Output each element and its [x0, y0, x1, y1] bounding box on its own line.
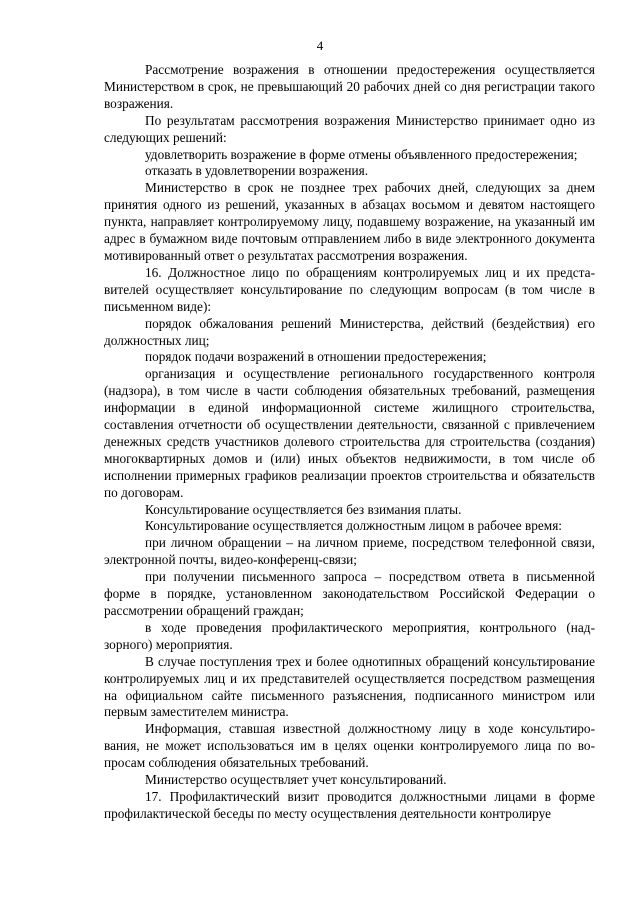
paragraph: Консультирование осуществляется должностным лицом в рабочее время: — [145, 518, 563, 534]
paragraph: 17. Профилактический визит проводится должностными лицами в форме профилактической беседы по месту осуществления деятельности контролируе — [104, 788, 595, 821]
paragraph: 16. Должностное лицо по обращениям контролируемых лиц и их представителей осуществляет консультирование по следующим вопросам (в том числе в письменном виде): — [104, 264, 595, 314]
paragraph: По результатам рассмотрения возражения Министерство принимает одно из следующих решений: — [104, 112, 595, 145]
paragraph: Министерство осуществляет учет консультирований. — [145, 772, 447, 788]
page-number: 4 — [316, 38, 324, 53]
paragraph: порядок обжалования решений Министерства, действий (бездействия) его должностных лиц; — [104, 315, 595, 348]
paragraph: Рассмотрение возражения в отношении предостережения осуществляется Министерством в срок, не превышающий 20 рабочих дней со дня регистрации такого возражения. — [104, 62, 595, 111]
paragraph: Консультирование осуществляется без взимания платы. — [145, 501, 462, 517]
paragraph: Информация, ставшая известной должностному лицу в ходе консультирования, не может использоваться им в целях оценки контролируемого лица по вопросам соблюдения обязательных требований. — [104, 721, 595, 771]
paragraph: в ходе проведения профилактического мероприятия, контрольного (надзорного) мероприятия. — [104, 619, 595, 652]
paragraph: организация и осуществление регионального государственного контроля (надзора), в том числе в части соблюдения обязательных требований, размещения информации в единой информационной системе жилищного строительства, составления отчетности об осуществлении деятельности, связанной с привлечением денежных средств участников долевого строительства для строительства (создания) многоквартирных домов и (или) иных объектов недвижимости, в том числе об исполнении примерных графиков реализации проектов строительства и обязательств по договорам. — [104, 366, 595, 500]
paragraph: Министерство в срок не позднее трех рабочих дней, следующих за днем принятия одного из решений, указанных в абзацах восьмом и девятом настоящего пункта, направляет контролируемому лицу, подавшему возражение, на указанный им адрес в бумажном виде почтовым отправлением либо в виде электронного документа мотивированный ответ о результатах рассмотрения возражения. — [104, 180, 595, 263]
paragraph: удовлетворить возражение в форме отмены объявленного предостережения; — [145, 146, 578, 162]
paragraph: В случае поступления трех и более однотипных обращений консультирование контролируемых лиц и их представителей осуществляется посредством размещения на официальном сайте письменного разъяснения, подписанного министром или первым заместителем министра. — [104, 653, 595, 720]
paragraph: при получении письменного запроса – посредством ответа в письменной форме в порядке, установленном законодательством Российской Федерации о рассмотрении обращений граждан; — [104, 569, 595, 618]
paragraph: при личном обращении – на личном приеме, посредством телефонной связи, электронной почты, видео-конференц-связи; — [104, 535, 595, 568]
paragraph: порядок подачи возражений в отношении предостережения; — [145, 349, 487, 365]
document-body — [104, 62, 595, 823]
paragraph: отказать в удовлетворении возражения. — [145, 163, 369, 179]
